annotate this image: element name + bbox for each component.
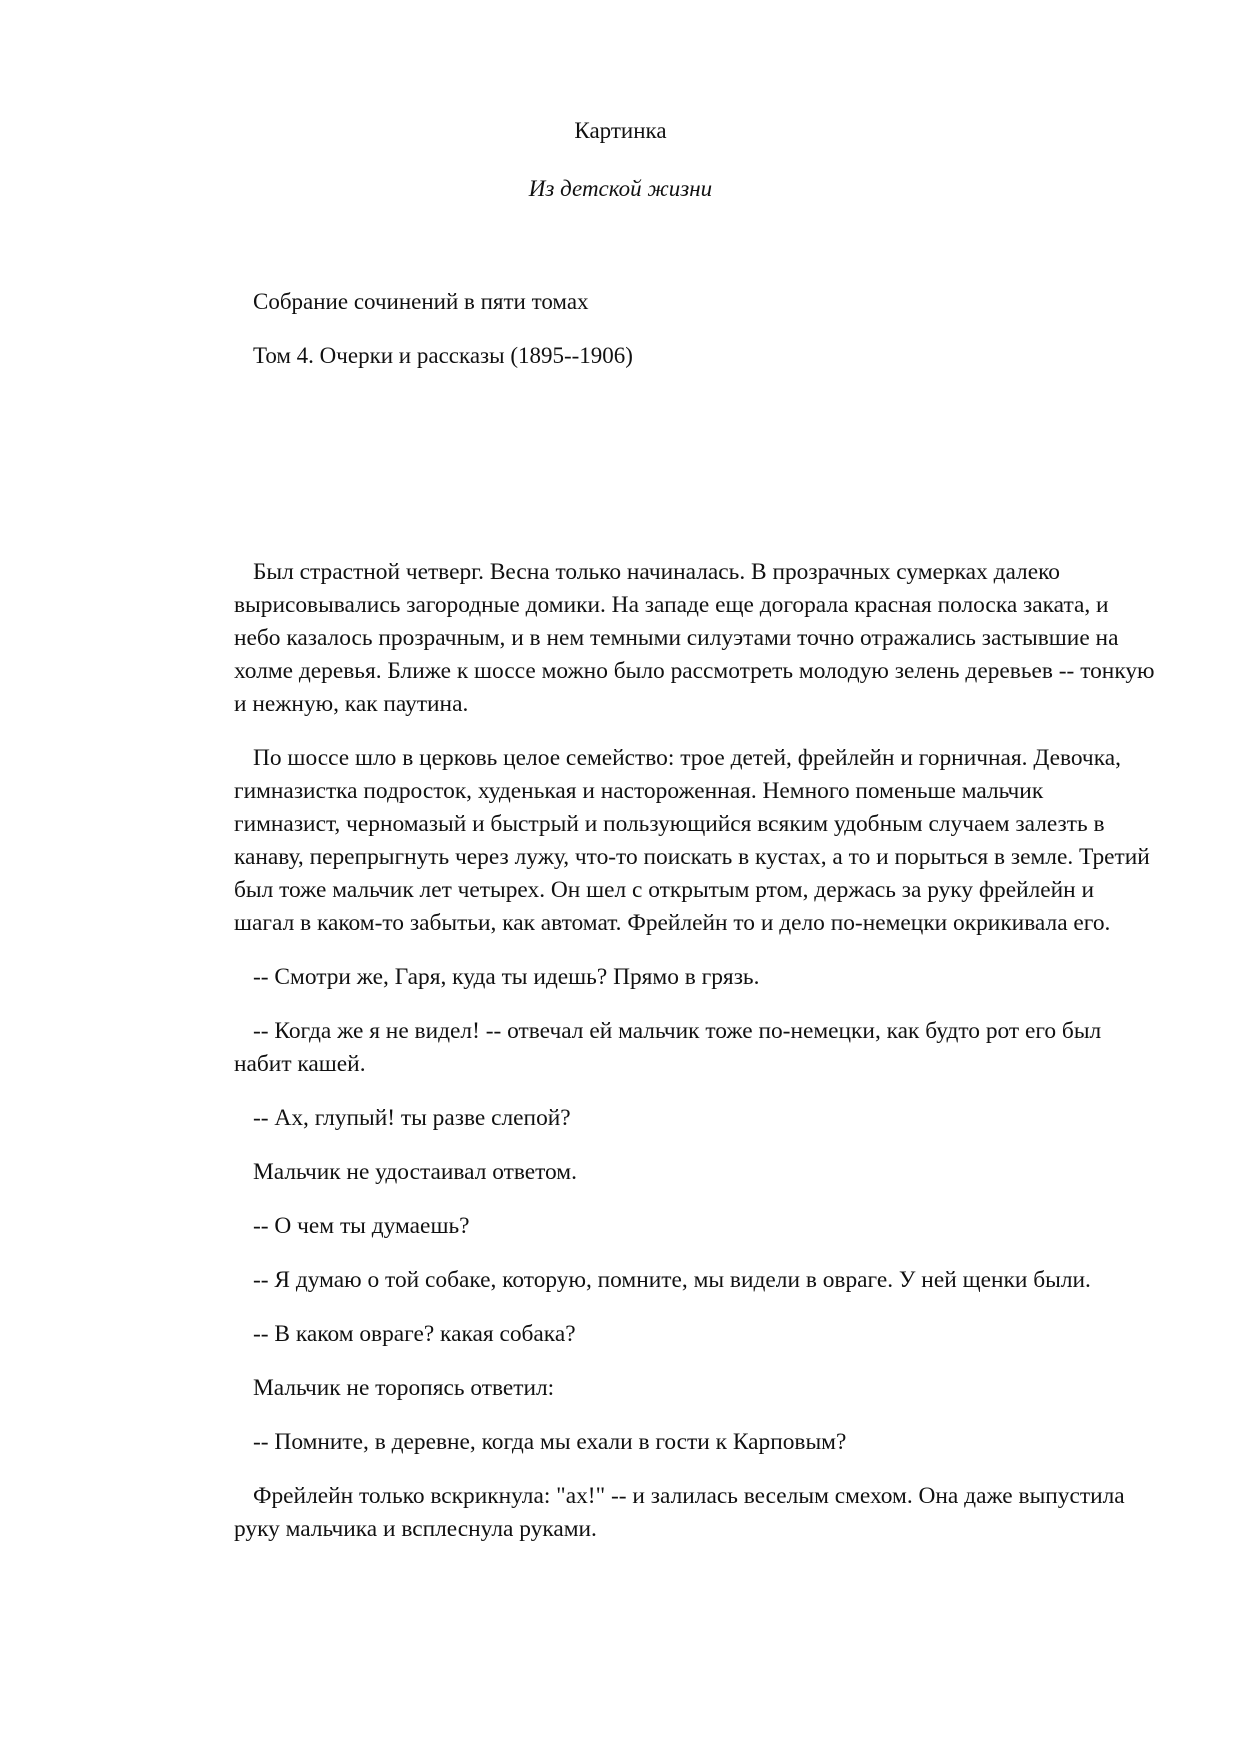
collection-title: Собрание сочинений в пяти томах bbox=[253, 289, 589, 314]
paragraph: -- Я думаю о той собаке, которую, помните, мы видели в овраге. У ней щенки были. bbox=[253, 1267, 1091, 1293]
paragraph: -- Смотри же, Гаря, куда ты идешь? Прямо в грязь. bbox=[253, 964, 760, 990]
story-subtitle: Из детской жизни bbox=[528, 176, 713, 201]
paragraph: Мальчик не торопясь ответил: bbox=[253, 1375, 555, 1401]
paragraph: Фрейлейн только вскрикнула: "ах!" -- и залилась веселым смехом. Она даже выпустила руку мальчика и всплеснула руками. bbox=[234, 1483, 1125, 1542]
paragraph: Был страстной четверг. Весна только начиналась. В прозрачных сумерках далеко вырисовывались загородные домики. На западе еще догорала красная полоска заката, и небо казалось прозрачным, и в нем темными силуэтами точно отражались застывшие на холме деревья. Ближе к шоссе можно было рассмотреть молодую зелень деревьев -- тонкую и нежную, как паутина. bbox=[234, 559, 1155, 717]
story-title: Картинка bbox=[574, 118, 667, 143]
paragraph: -- Когда же я не видел! -- отвечал ей мальчик тоже по-немецки, как будто рот его был набит кашей. bbox=[234, 1018, 1102, 1077]
volume-title: Том 4. Очерки и рассказы (1895--1906) bbox=[253, 343, 633, 368]
story-body bbox=[234, 556, 1155, 1567]
paragraph: -- Ах, глупый! ты разве слепой? bbox=[253, 1105, 571, 1131]
paragraph: -- Помните, в деревне, когда мы ехали в гости к Карповым? bbox=[253, 1429, 847, 1455]
paragraph: -- В каком овраге? какая собака? bbox=[253, 1321, 576, 1347]
paragraph: Мальчик не удостаивал ответом. bbox=[253, 1159, 577, 1185]
paragraph: -- О чем ты думаешь? bbox=[253, 1213, 470, 1239]
paragraph: По шоссе шло в церковь целое семейство: трое детей, фрейлейн и горничная. Девочка, гимназистка подросток, худенькая и настороженная. Немного поменьше мальчик гимназист, черномазый и быстрый и пользующийся всяким удобным случаем залезть в канаву, перепрыгнуть через лужу, что-то поискать в кустах, а то и порыться в земле. Третий был тоже мальчик лет четырех. Он шел с открытым ртом, держась за руку фрейлейн и шагал в каком-то забытьи, как автомат. Фрейлейн то и дело по-немецки окрикивала его. bbox=[234, 745, 1150, 936]
